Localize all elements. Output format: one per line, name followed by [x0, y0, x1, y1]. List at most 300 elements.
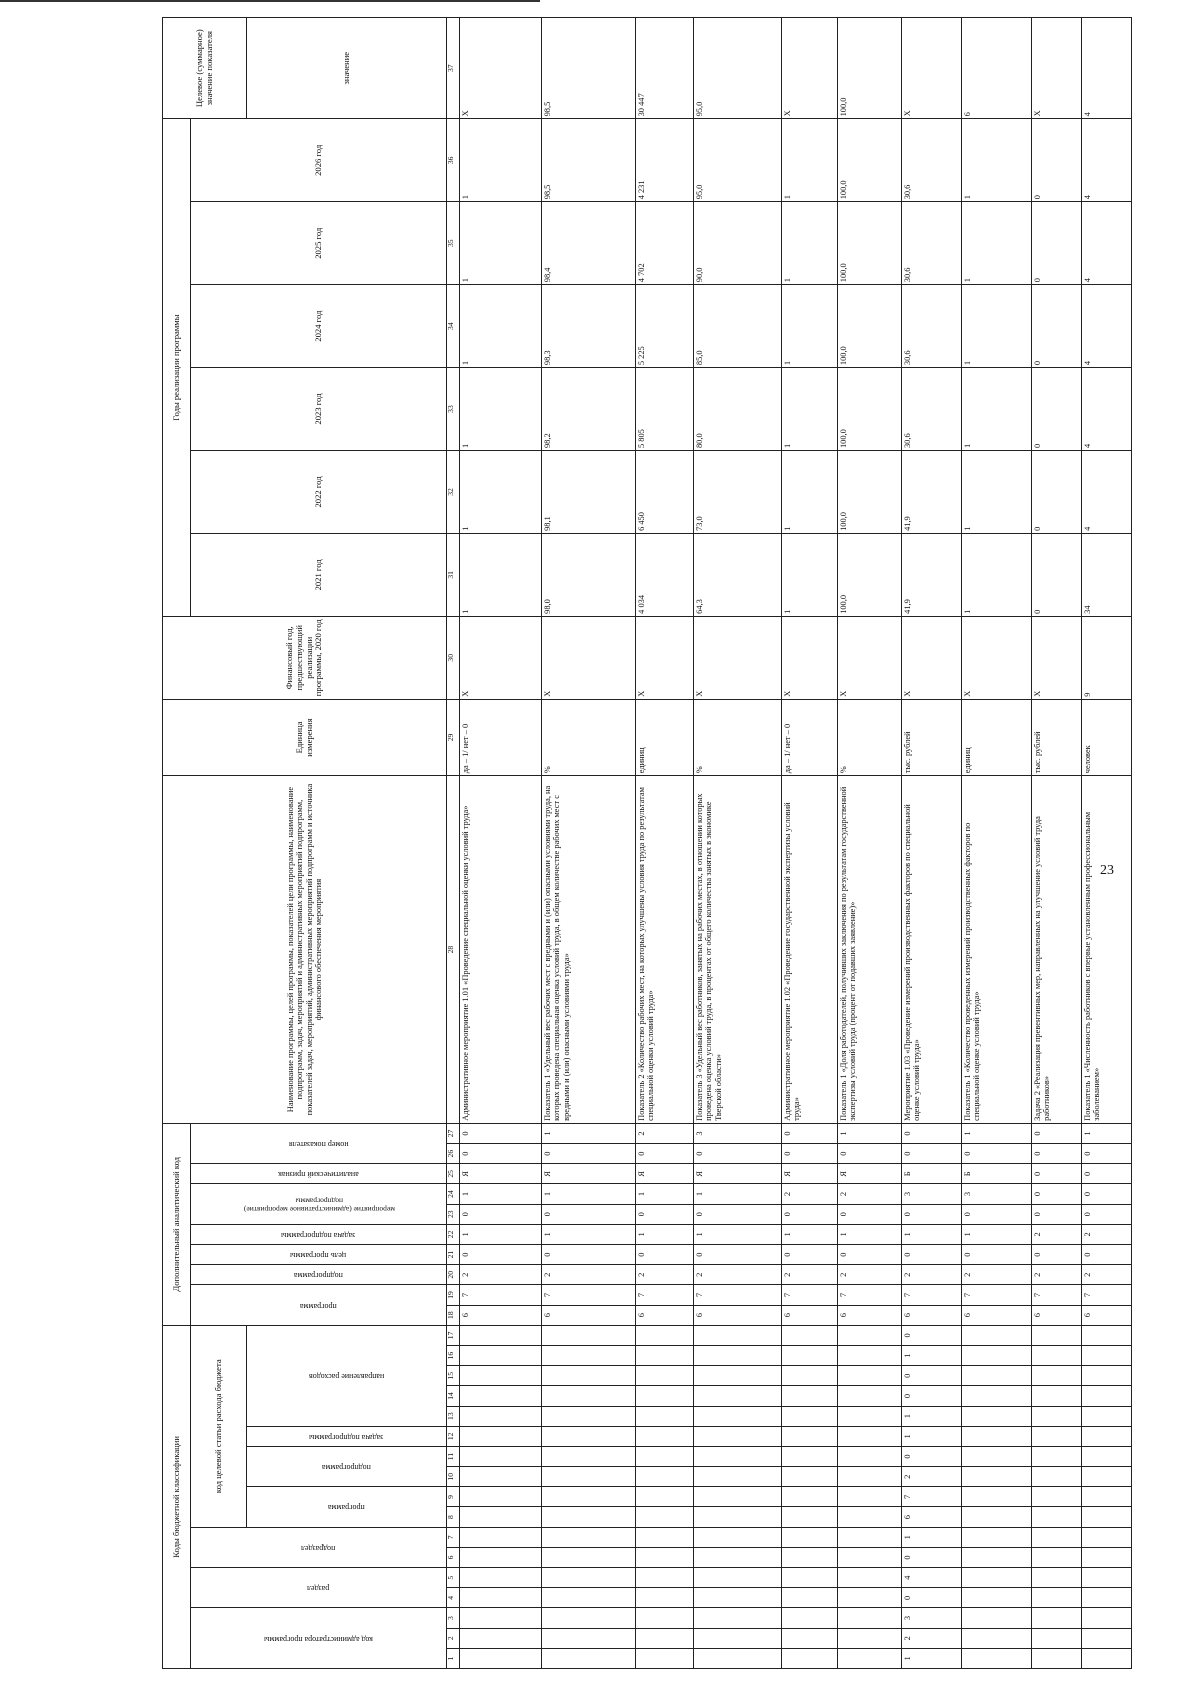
code-cell — [838, 1588, 902, 1608]
code-cell: 1 — [636, 1224, 694, 1244]
row-year-value: 5 225 — [636, 285, 694, 368]
code-cell — [1082, 1487, 1132, 1507]
code-cell — [782, 1346, 838, 1366]
code-cell: 2 — [902, 1628, 962, 1648]
row-name: Показатель 1 «Количество проведенных измерений производственных факторов по специальной оценке условий труда» — [962, 776, 1032, 1124]
code-cell — [636, 1628, 694, 1648]
code-cell: 1 — [838, 1123, 902, 1143]
row-year-value: 1 — [782, 285, 838, 368]
row-name: Показатель 3 «Удельный вес работников, занятых на рабочих местах, в отношении которых проведена оценка условий труда, в процентах от общего количества занятых в экономике Тверской области» — [694, 776, 782, 1124]
code-cell — [1082, 1366, 1132, 1386]
row-year-value: 100,0 — [838, 368, 902, 451]
column-number: 13 — [447, 1406, 460, 1426]
code-cell — [1032, 1527, 1082, 1547]
table-row — [542, 18, 636, 1669]
row-year-value: 0 — [1032, 368, 1082, 451]
hdr-analytic-sign: аналитический признак — [278, 1170, 359, 1180]
code-cell — [636, 1648, 694, 1668]
code-cell — [838, 1628, 902, 1648]
code-cell — [838, 1366, 902, 1386]
hdr-subprogram: подпрограмма — [322, 1463, 371, 1473]
code-cell: 0 — [962, 1204, 1032, 1224]
column-number: 7 — [447, 1527, 460, 1547]
code-cell — [636, 1446, 694, 1466]
code-cell: 0 — [1032, 1123, 1082, 1143]
row-year-value: 100,0 — [838, 451, 902, 534]
row-year-value: 30,6 — [902, 285, 962, 368]
code-cell — [838, 1527, 902, 1547]
code-cell: 7 — [694, 1285, 782, 1305]
code-cell — [962, 1547, 1032, 1567]
row-year-value: 85,0 — [694, 285, 782, 368]
code-cell — [1082, 1446, 1132, 1466]
code-cell — [962, 1608, 1032, 1628]
column-number: 34 — [447, 285, 460, 368]
row-name: Административное мероприятие 1.02 «Проведение государственной экспертизы условий труда» — [782, 776, 838, 1124]
code-cell — [460, 1446, 542, 1466]
code-cell — [636, 1507, 694, 1527]
code-cell: 2 — [838, 1265, 902, 1285]
code-cell: 7 — [902, 1285, 962, 1305]
code-cell: Б — [902, 1164, 962, 1184]
code-cell: 0 — [1082, 1184, 1132, 1204]
code-cell: 1 — [902, 1426, 962, 1446]
code-cell — [1032, 1446, 1082, 1466]
code-cell: 0 — [782, 1123, 838, 1143]
row-unit: тыс. рублей — [1032, 699, 1082, 776]
column-number: 16 — [447, 1346, 460, 1366]
code-cell: 1 — [902, 1648, 962, 1668]
code-cell — [1032, 1547, 1082, 1567]
row-target-value: Х — [902, 18, 962, 119]
code-cell — [838, 1467, 902, 1487]
code-cell: 6 — [962, 1305, 1032, 1325]
hdr-budget-codes: Коды бюджетной классификации — [163, 1325, 191, 1668]
code-cell: 0 — [1032, 1184, 1082, 1204]
code-cell — [694, 1608, 782, 1628]
row-year-value: 4 231 — [636, 119, 694, 202]
code-cell — [460, 1406, 542, 1426]
code-cell: Я — [782, 1164, 838, 1184]
hdr-add-program: программа — [300, 1301, 337, 1311]
code-cell: 0 — [636, 1144, 694, 1164]
code-cell — [694, 1568, 782, 1588]
code-cell — [962, 1467, 1032, 1487]
row-year-value: 1 — [782, 119, 838, 202]
row-year-value: 1 — [782, 451, 838, 534]
row-prev-year: Х — [962, 616, 1032, 699]
row-year-value: 1 — [962, 533, 1032, 616]
code-cell: 7 — [636, 1285, 694, 1305]
code-cell — [460, 1608, 542, 1628]
code-cell: 7 — [838, 1285, 902, 1305]
code-cell: 4 — [902, 1568, 962, 1588]
hdr-subsection: подраздел — [301, 1543, 336, 1553]
code-cell — [1032, 1608, 1082, 1628]
column-number: 30 — [447, 616, 460, 699]
code-cell — [838, 1547, 902, 1567]
code-cell: 0 — [460, 1123, 542, 1143]
code-cell — [1032, 1568, 1082, 1588]
code-cell: Я — [636, 1164, 694, 1184]
code-cell: 1 — [838, 1224, 902, 1244]
row-target-value: Х — [460, 18, 542, 119]
row-year-value: 5 805 — [636, 368, 694, 451]
row-target-value: 4 — [1082, 18, 1132, 119]
code-cell — [782, 1386, 838, 1406]
code-cell — [1082, 1406, 1132, 1426]
code-cell — [782, 1588, 838, 1608]
code-cell — [1032, 1467, 1082, 1487]
code-cell — [782, 1446, 838, 1466]
code-cell — [460, 1487, 542, 1507]
row-year-value: 1 — [962, 202, 1032, 285]
code-cell — [838, 1346, 902, 1366]
code-cell — [542, 1507, 636, 1527]
code-cell: 7 — [902, 1487, 962, 1507]
code-cell — [1082, 1547, 1132, 1567]
column-number: 32 — [447, 451, 460, 534]
code-cell: 0 — [694, 1204, 782, 1224]
code-cell — [694, 1325, 782, 1345]
hdr-indicator-number: номер показателя — [288, 1140, 349, 1150]
code-cell: 1 — [694, 1224, 782, 1244]
code-cell — [636, 1487, 694, 1507]
code-cell: Я — [460, 1164, 542, 1184]
code-cell — [460, 1547, 542, 1567]
code-cell — [1082, 1346, 1132, 1366]
hdr-year-2021: 2021 год — [191, 533, 447, 616]
row-year-value: 1 — [782, 368, 838, 451]
row-year-value: 100,0 — [838, 119, 902, 202]
code-cell — [838, 1487, 902, 1507]
code-cell — [460, 1648, 542, 1668]
code-cell: 0 — [542, 1204, 636, 1224]
code-cell — [460, 1588, 542, 1608]
row-year-value: 1 — [460, 533, 542, 616]
row-prev-year: Х — [902, 616, 962, 699]
code-cell: 6 — [1082, 1305, 1132, 1325]
row-target-value: 100,0 — [838, 18, 902, 119]
code-cell — [460, 1568, 542, 1588]
column-number: 8 — [447, 1507, 460, 1527]
code-cell — [1032, 1386, 1082, 1406]
code-cell: 2 — [694, 1265, 782, 1285]
hdr-target: Целевое (суммарное) значение показателя — [163, 18, 247, 119]
code-cell — [1082, 1386, 1132, 1406]
column-number: 36 — [447, 119, 460, 202]
table-row — [782, 18, 838, 1669]
code-cell: 0 — [1082, 1245, 1132, 1265]
code-cell: 0 — [542, 1245, 636, 1265]
code-cell: 2 — [782, 1265, 838, 1285]
table-row — [636, 18, 694, 1669]
code-cell — [636, 1426, 694, 1446]
code-cell — [636, 1325, 694, 1345]
code-cell — [1082, 1467, 1132, 1487]
row-name: Показатель 1 «Доля работодателей, получивших заключения по результатам государственной экспертизы условий труда (процент от подавших заявление)» — [838, 776, 902, 1124]
row-name: Задача 2 «Реализация превентивных мер, направленных на улучшение условий труда работников» — [1032, 776, 1082, 1124]
code-cell: 0 — [460, 1144, 542, 1164]
code-cell: 2 — [1032, 1224, 1082, 1244]
code-cell: 3 — [902, 1184, 962, 1204]
row-prev-year: Х — [694, 616, 782, 699]
row-year-value: 1 — [460, 451, 542, 534]
code-cell — [542, 1446, 636, 1466]
hdr-years: Годы реализации программы — [163, 119, 191, 616]
hdr-year-2024: 2024 год — [191, 285, 447, 368]
row-year-value: 64,3 — [694, 533, 782, 616]
column-number: 33 — [447, 368, 460, 451]
code-cell — [1032, 1346, 1082, 1366]
code-cell — [1032, 1648, 1082, 1668]
hdr-program: программа — [328, 1503, 365, 1513]
code-cell — [694, 1366, 782, 1386]
hdr-section: раздел — [307, 1584, 330, 1594]
code-cell — [1082, 1608, 1132, 1628]
code-cell: 1 — [902, 1527, 962, 1547]
row-year-value: 6 450 — [636, 451, 694, 534]
code-cell — [636, 1547, 694, 1567]
row-unit: единиц — [636, 699, 694, 776]
hdr-target-value: значение — [247, 18, 447, 119]
code-cell: 0 — [902, 1588, 962, 1608]
code-cell: 6 — [694, 1305, 782, 1325]
column-number: 14 — [447, 1386, 460, 1406]
code-cell — [542, 1588, 636, 1608]
code-cell — [962, 1628, 1032, 1648]
program-indicators-table — [162, 17, 1132, 1669]
hdr-target-article: код целевой статьи расхода бюджета — [191, 1325, 247, 1527]
code-cell — [962, 1527, 1032, 1547]
code-cell — [838, 1507, 902, 1527]
column-number: 37 — [447, 18, 460, 119]
code-cell — [694, 1547, 782, 1567]
code-cell — [542, 1386, 636, 1406]
code-cell — [962, 1446, 1032, 1466]
row-name: Административное мероприятие 1.01 «Проведение специальной оценки условий труда» — [460, 776, 542, 1124]
row-year-value: 95,0 — [694, 119, 782, 202]
table-row — [1032, 18, 1082, 1669]
code-cell: 6 — [542, 1305, 636, 1325]
code-cell — [782, 1487, 838, 1507]
code-cell — [694, 1406, 782, 1426]
row-year-value: 1 — [962, 451, 1032, 534]
row-year-value: 100,0 — [838, 202, 902, 285]
code-cell — [1032, 1588, 1082, 1608]
column-number: 23 — [447, 1204, 460, 1224]
column-number: 19 — [447, 1285, 460, 1305]
code-cell — [1082, 1628, 1132, 1648]
code-cell — [838, 1325, 902, 1345]
code-cell: 1 — [542, 1123, 636, 1143]
code-cell — [694, 1588, 782, 1608]
code-cell: 0 — [1082, 1164, 1132, 1184]
code-cell — [1082, 1568, 1132, 1588]
row-year-value: 0 — [1032, 119, 1082, 202]
code-cell: 6 — [902, 1305, 962, 1325]
code-cell: 7 — [1082, 1285, 1132, 1305]
code-cell — [962, 1568, 1032, 1588]
hdr-year-2023: 2023 год — [191, 368, 447, 451]
code-cell — [962, 1588, 1032, 1608]
row-year-value: 1 — [962, 285, 1032, 368]
row-year-value: 90,0 — [694, 202, 782, 285]
code-cell: 0 — [902, 1386, 962, 1406]
code-cell: 0 — [1032, 1164, 1082, 1184]
code-cell — [460, 1426, 542, 1446]
code-cell — [962, 1487, 1032, 1507]
code-cell: 2 — [542, 1265, 636, 1285]
code-cell — [636, 1467, 694, 1487]
row-year-value: 4 — [1082, 451, 1132, 534]
code-cell: 3 — [694, 1123, 782, 1143]
code-cell — [460, 1507, 542, 1527]
column-number: 20 — [447, 1265, 460, 1285]
code-cell: 2 — [1082, 1265, 1132, 1285]
code-cell — [962, 1648, 1032, 1668]
row-unit: единиц — [962, 699, 1032, 776]
code-cell: 0 — [902, 1446, 962, 1466]
column-number: 17 — [447, 1325, 460, 1345]
code-cell — [838, 1446, 902, 1466]
row-year-value: 1 — [782, 202, 838, 285]
code-cell: 0 — [1032, 1144, 1082, 1164]
table-row — [694, 18, 782, 1669]
hdr-add-subprogram: подпрограмма — [294, 1271, 343, 1281]
code-cell: 2 — [838, 1184, 902, 1204]
code-cell: 3 — [962, 1184, 1032, 1204]
code-cell — [1032, 1628, 1082, 1648]
row-year-value: 4 — [1082, 285, 1132, 368]
row-year-value: 34 — [1082, 533, 1132, 616]
row-prev-year: Х — [636, 616, 694, 699]
code-cell: 2 — [902, 1265, 962, 1285]
row-year-value: 98,5 — [542, 119, 636, 202]
code-cell: 7 — [542, 1285, 636, 1305]
row-year-value: 1 — [460, 285, 542, 368]
code-cell: 0 — [782, 1245, 838, 1265]
code-cell: 0 — [1082, 1144, 1132, 1164]
code-cell: 7 — [782, 1285, 838, 1305]
code-cell — [542, 1406, 636, 1426]
code-cell: 0 — [694, 1144, 782, 1164]
code-cell: 0 — [636, 1204, 694, 1224]
code-cell: 0 — [1082, 1204, 1132, 1224]
row-unit: человек — [1082, 699, 1132, 776]
code-cell: 1 — [460, 1224, 542, 1244]
code-cell — [542, 1648, 636, 1668]
code-cell: 6 — [782, 1305, 838, 1325]
row-year-value: 98,3 — [542, 285, 636, 368]
column-number: 25 — [447, 1164, 460, 1184]
code-cell — [694, 1648, 782, 1668]
column-number: 3 — [447, 1608, 460, 1628]
column-number: 18 — [447, 1305, 460, 1325]
code-cell — [694, 1426, 782, 1446]
row-year-value: 73,0 — [694, 451, 782, 534]
code-cell: 0 — [962, 1245, 1032, 1265]
code-cell: 0 — [902, 1204, 962, 1224]
code-cell — [962, 1346, 1032, 1366]
code-cell: 2 — [1032, 1265, 1082, 1285]
code-cell: 0 — [902, 1144, 962, 1164]
hdr-unit: Единица измерения — [163, 699, 447, 776]
code-cell — [542, 1608, 636, 1628]
code-cell: 0 — [838, 1204, 902, 1224]
row-year-value: 1 — [460, 119, 542, 202]
row-target-value: 95,0 — [694, 18, 782, 119]
row-year-value: 100,0 — [838, 533, 902, 616]
code-cell — [694, 1628, 782, 1648]
row-prev-year: Х — [838, 616, 902, 699]
code-cell: 2 — [902, 1467, 962, 1487]
row-year-value: 98,0 — [542, 533, 636, 616]
code-cell: 0 — [838, 1245, 902, 1265]
row-year-value: 0 — [1032, 202, 1082, 285]
page-number: 23 — [1100, 863, 1114, 878]
code-cell — [542, 1346, 636, 1366]
code-cell — [838, 1648, 902, 1668]
code-cell: 1 — [962, 1123, 1032, 1143]
row-target-value: 30 447 — [636, 18, 694, 119]
code-cell — [636, 1366, 694, 1386]
code-cell — [782, 1608, 838, 1628]
code-cell — [1032, 1426, 1082, 1446]
hdr-year-2025: 2025 год — [191, 202, 447, 285]
code-cell: 0 — [460, 1204, 542, 1224]
code-cell: 6 — [460, 1305, 542, 1325]
code-cell — [460, 1325, 542, 1345]
code-cell — [1032, 1507, 1082, 1527]
row-year-value: 30,6 — [902, 368, 962, 451]
row-year-value: 98,4 — [542, 202, 636, 285]
row-name: Показатель 2 «Количество рабочих мест, на которых улучшены условия труда по результатам специальной оценки условий труда» — [636, 776, 694, 1124]
code-cell — [460, 1527, 542, 1547]
code-cell — [782, 1507, 838, 1527]
row-year-value: 41,9 — [902, 451, 962, 534]
row-prev-year: 9 — [1082, 616, 1132, 699]
hdr-subprogram-task: задача подпрограммы — [281, 1230, 356, 1240]
row-year-value: 4 — [1082, 368, 1132, 451]
code-cell — [636, 1346, 694, 1366]
code-cell — [782, 1467, 838, 1487]
code-cell — [1032, 1487, 1082, 1507]
code-cell — [782, 1527, 838, 1547]
code-cell — [838, 1426, 902, 1446]
code-cell — [542, 1426, 636, 1446]
code-cell: Я — [838, 1164, 902, 1184]
code-cell: 0 — [460, 1245, 542, 1265]
row-unit: % — [542, 699, 636, 776]
column-number: 26 — [447, 1144, 460, 1164]
row-year-value: 100,0 — [838, 285, 902, 368]
column-numbers-row — [447, 18, 460, 1669]
code-cell: 0 — [962, 1144, 1032, 1164]
hdr-name: Наименование программы, целей программы, показателей цели программы, наименование подпрограмм, задач, мероприятий и административных мероприятий подпрограмм, показателей задач, мероприятий, административных мероприятий подпрограмм и источника финансового обеспечения мероприятия — [163, 776, 447, 1124]
code-cell: 1 — [542, 1224, 636, 1244]
row-year-value: 4 702 — [636, 202, 694, 285]
code-cell — [636, 1527, 694, 1547]
code-cell — [962, 1366, 1032, 1386]
code-cell: 6 — [902, 1507, 962, 1527]
code-cell — [1032, 1325, 1082, 1345]
code-cell: 1 — [636, 1184, 694, 1204]
code-cell — [962, 1426, 1032, 1446]
row-year-value: 30,6 — [902, 202, 962, 285]
code-cell: 0 — [1032, 1204, 1082, 1224]
code-cell — [694, 1446, 782, 1466]
